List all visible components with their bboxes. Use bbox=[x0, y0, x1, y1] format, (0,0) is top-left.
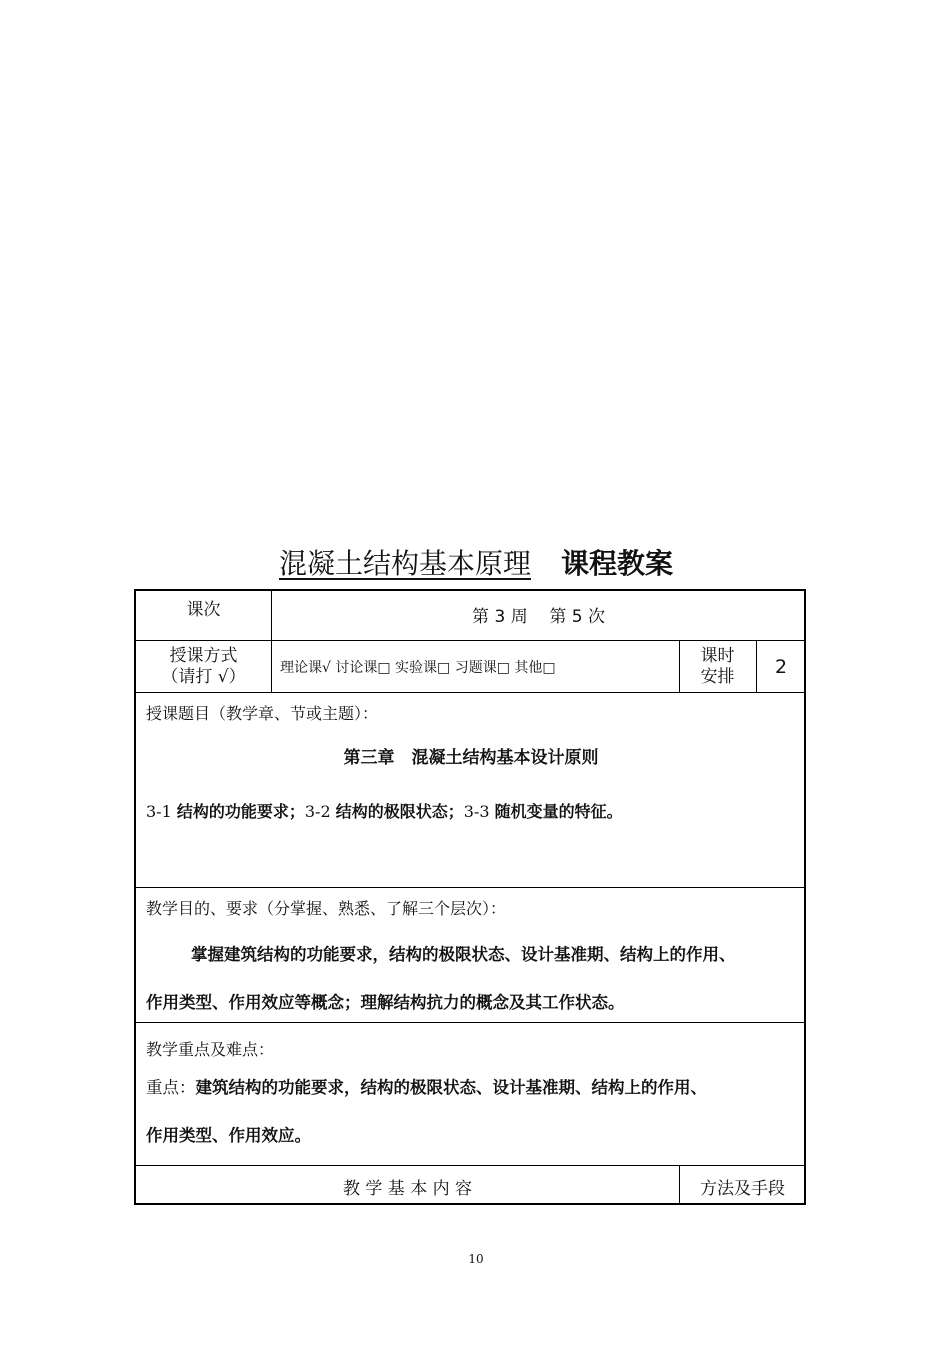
class-hours-label-line1: 课时 bbox=[700, 645, 735, 666]
teaching-mode-label bbox=[136, 641, 271, 692]
week-prefix: 第 bbox=[472, 607, 490, 627]
document-title bbox=[0, 544, 952, 584]
objectives-heading: 教学目的、要求（分掌握、熟悉、了解三个层次）： bbox=[146, 899, 507, 918]
row-divider bbox=[136, 692, 804, 693]
keypoints-line-1 bbox=[146, 1074, 707, 1098]
section-3-3-number: 3-3 bbox=[463, 802, 490, 821]
section-3-3-title: 随机变量的特征。 bbox=[494, 802, 623, 821]
section-3-2-title: 结构的极限状态； bbox=[335, 802, 464, 821]
lesson-plan-table bbox=[134, 589, 806, 1205]
topic-heading: 授课题目（教学章、节或主题）： bbox=[146, 704, 379, 723]
basic-content-label: 教 学 基 本 内 容 bbox=[342, 1178, 473, 1199]
section-3-1-title: 结构的功能要求； bbox=[176, 802, 305, 821]
week-suffix: 周 bbox=[510, 607, 528, 627]
teaching-mode-label-line2: （请打 √） bbox=[161, 666, 246, 687]
objectives-line-1: 掌握建筑结构的功能要求，结构的极限状态、设计基准期、结构上的作用、 bbox=[191, 945, 736, 964]
session-number: 5 bbox=[571, 607, 583, 627]
teaching-mode-options: 理论课√ 讨论课□ 实验课□ 习题课□ 其他□ bbox=[280, 659, 556, 676]
keypoints-line-2: 作用类型、作用效应。 bbox=[146, 1126, 311, 1145]
teaching-mode-label-line1: 授课方式 bbox=[169, 645, 238, 666]
row-divider bbox=[136, 887, 804, 888]
course-name: 混凝土结构基本原理 bbox=[278, 547, 531, 580]
week-number: 3 bbox=[494, 607, 506, 627]
chapter-title: 第三章 混凝土结构基本设计原则 bbox=[343, 748, 599, 768]
keypoints-label: 重点： bbox=[146, 1078, 196, 1097]
section-3-1-number: 3-1 bbox=[146, 802, 172, 821]
session-prefix: 第 bbox=[549, 607, 567, 627]
session-label: 课次 bbox=[186, 599, 221, 620]
page-number: 10 bbox=[468, 1252, 484, 1266]
section-list bbox=[146, 799, 623, 822]
keypoints-heading: 教学重点及难点： bbox=[146, 1040, 275, 1059]
session-suffix: 次 bbox=[587, 607, 605, 627]
class-hours-label bbox=[679, 641, 756, 692]
method-label: 方法及手段 bbox=[700, 1178, 785, 1199]
class-hours-value: 2 bbox=[774, 655, 788, 678]
document-type: 课程教案 bbox=[561, 547, 674, 580]
week-session-value bbox=[271, 591, 806, 640]
keypoints-text-1: 建筑结构的功能要求，结构的极限状态、设计基准期、结构上的作用、 bbox=[195, 1078, 707, 1097]
objectives-line-2: 作用类型、作用效应等概念；理解结构抗力的概念及其工作状态。 bbox=[146, 993, 625, 1012]
section-3-2-number: 3-2 bbox=[304, 802, 331, 821]
class-hours-label-line2: 安排 bbox=[700, 666, 735, 687]
row-divider bbox=[136, 1022, 804, 1023]
